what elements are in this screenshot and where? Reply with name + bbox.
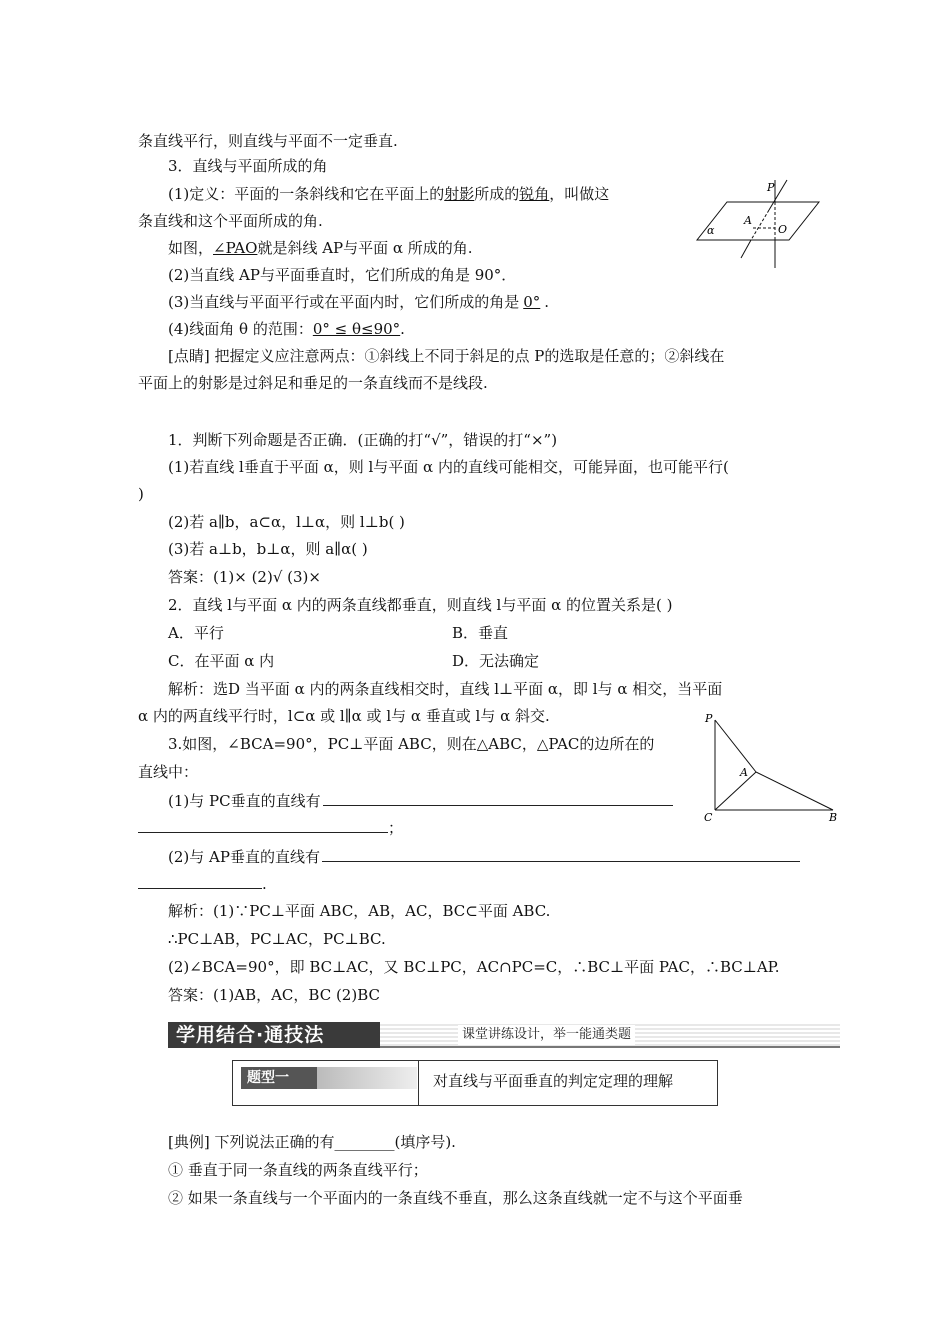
tetrahedron-figure (700, 710, 845, 828)
answer-blank[interactable] (323, 790, 673, 806)
label-c: C (704, 811, 713, 824)
text-line: 直线中： (138, 763, 199, 781)
topic-tag: 题型一 (241, 1067, 317, 1089)
text-span: (2)与 AP垂直的直线有 (168, 848, 320, 866)
text-span: . (262, 875, 267, 893)
option-c: C．在平面 α 内 (168, 652, 275, 670)
text-line (168, 319, 405, 339)
option-a: A．平行 (168, 624, 224, 642)
answer-line: 答案：(1)AB，AC，BC (2)BC (168, 986, 380, 1004)
text-line (138, 817, 403, 838)
text-span: . (544, 293, 550, 311)
text-span: 如图， (168, 239, 214, 257)
text-span: 所成的 (474, 185, 520, 203)
section-heading: 3．直线与平面所成的角 (168, 157, 328, 175)
option-b: B．垂直 (452, 624, 509, 642)
text-span: ，叫做这 (549, 185, 610, 203)
question-1-item-3: (3)若 a⊥b，b⊥α，则 a∥α( ) (168, 540, 368, 558)
example-line: [典例] 下列说法正确的有________(填序号). (168, 1133, 456, 1151)
question-1-item-1: (1)若直线 l垂直于平面 α，则 l与平面 α 内的直线可能相交，可能异面，也可能平行( (168, 458, 729, 476)
text-line (168, 184, 609, 204)
underlined-answer: 锐角 (519, 185, 550, 203)
text-line: (2)当直线 AP与平面垂直时，它们所成的角是 90°． (168, 266, 517, 284)
answer-blank[interactable] (138, 817, 388, 833)
banner-subtitle: 课堂讲练设计，举一能通类题 (458, 1025, 635, 1045)
text-span: (1)与 PC垂直的直线有 (168, 792, 321, 810)
underlined-answer: ∠PAO (213, 239, 258, 257)
label-p: P (767, 181, 775, 194)
text-line: ) (138, 485, 144, 503)
label-b: B (829, 811, 838, 824)
answer-blank[interactable] (138, 873, 262, 889)
underlined-answer: 0° (523, 293, 541, 311)
question-1: 1．判断下列命题是否正确．(正确的打“√”，错误的打“×”) (168, 431, 558, 449)
example-item-1: ① 垂直于同一条直线的两条直线平行； (168, 1161, 428, 1179)
plane-angle-figure (695, 178, 827, 270)
option-d: D．无法确定 (452, 652, 540, 670)
text-line: 条直线平行，则直线与平面不一定垂直. (138, 132, 398, 150)
solution-line: 解析：(1)∵PC⊥平面 ABC，AB，AC，BC⊂平面 ABC. (168, 902, 551, 920)
solution-line: (2)∠BCA=90°，即 BC⊥AC，又 BC⊥PC，AC∩PC=C，∴BC⊥平面 PAC，∴BC⊥AP. (168, 958, 780, 976)
banner-title: 学用结合·通技法 (168, 1022, 380, 1048)
text-line (138, 873, 267, 894)
text-span: (4)线面角 θ 的范围： (168, 320, 313, 338)
topic-box (232, 1060, 718, 1106)
underlined-answer: 0° ≤ θ≤90° (312, 320, 401, 338)
answer-blank[interactable] (322, 846, 800, 862)
question-3-item-2 (168, 846, 800, 867)
question-3-item-1 (168, 790, 673, 811)
label-p: P (705, 712, 713, 725)
topic-title: 对直线与平面垂直的判定定理的理解 (433, 1072, 674, 1090)
question-3: 3.如图，∠BCA=90°，PC⊥平面 ABC，则在△ABC，△PAC的边所在的 (168, 735, 655, 753)
topic-tag-gradient (317, 1067, 417, 1089)
text-line (168, 292, 549, 312)
section-banner (168, 1022, 840, 1049)
text-span: (1)定义：平面的一条斜线和它在平面上的 (168, 185, 445, 203)
text-span: (3)当直线与平面平行或在平面内时，它们所成的角是 (168, 293, 520, 311)
text-span: . (400, 320, 405, 338)
divider (418, 1061, 419, 1105)
solution-line: ∴PC⊥AB，PC⊥AC，PC⊥BC. (168, 930, 386, 948)
text-line: 条直线和这个平面所成的角. (138, 212, 323, 230)
note-line: [点睛] 把握定义应注意两点：①斜线上不同于斜足的点 P的选取是任意的；②斜线在 (168, 347, 725, 365)
question-1-item-2: (2)若 a∥b，a⊂α，l⊥α，则 l⊥b( ) (168, 513, 405, 531)
question-2: 2．直线 l与平面 α 内的两条直线都垂直，则直线 l与平面 α 的位置关系是( ) (168, 596, 673, 614)
text-span: 就是斜线 AP与平面 α 所成的角. (257, 239, 473, 257)
label-o: O (778, 223, 788, 236)
solution-line: α 内的两直线平行时，l⊂α 或 l∥α 或 l与 α 垂直或 l与 α 斜交. (138, 707, 550, 725)
label-a: A (740, 766, 748, 779)
text-line (168, 238, 473, 258)
example-item-2: ② 如果一条直线与一个平面内的一条直线不垂直，那么这条直线就一定不与这个平面垂 (168, 1189, 743, 1207)
label-a: A (744, 214, 752, 227)
solution-line: 解析：选D 当平面 α 内的两条直线相交时，直线 l⊥平面 α，即 l与 α 相交，当平面 (168, 680, 723, 698)
text-span: ； (388, 819, 404, 837)
label-alpha: α (707, 224, 715, 237)
note-line: 平面上的射影是过斜足和垂足的一条直线而不是线段. (138, 374, 488, 392)
answer-line: 答案：(1)× (2)√ (3)× (168, 568, 321, 586)
underlined-answer: 射影 (444, 185, 475, 203)
